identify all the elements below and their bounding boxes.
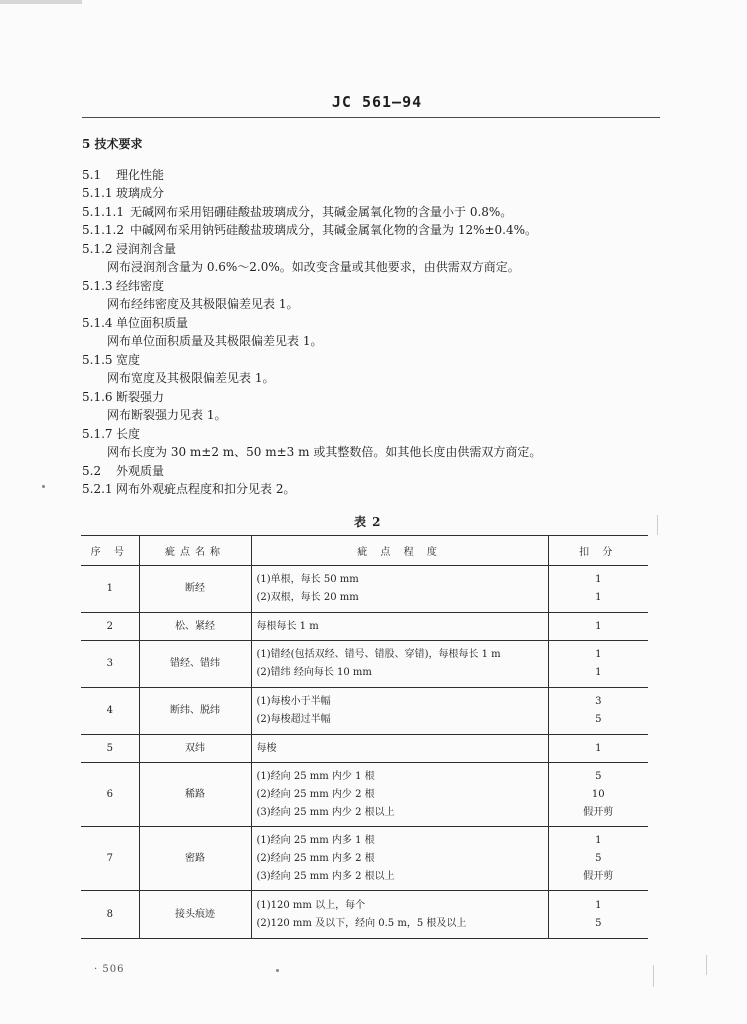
table-header-score: 扣 分 <box>548 536 648 566</box>
requirement-line: 5.2.1 网布外观疵点程度和扣分见表 2。 <box>82 482 296 496</box>
defect-degree-cell <box>251 891 548 939</box>
defect-degree-cell <box>251 735 548 763</box>
table-row <box>81 566 648 613</box>
defect-number: 6 <box>81 763 139 827</box>
page-number: · 506 <box>94 964 125 975</box>
defect-degree: (2)错纬 经向每长 10 mm <box>256 667 372 678</box>
defect-degree: (2)120 mm 及以下，经向 0.5 m，5 根及以上 <box>256 917 467 929</box>
defect-score: 1 <box>595 742 602 754</box>
defect-score: 5 <box>595 917 602 929</box>
defect-name: 松、紧经 <box>139 613 251 641</box>
defect-score: 5 <box>595 852 602 864</box>
score-cell <box>548 566 648 613</box>
document-header: JC 561—94 <box>331 93 423 111</box>
table-header-defect-degree: 疵 点 程 度 <box>251 536 548 566</box>
defect-degree: (1)120 mm 以上，每个 <box>256 899 366 911</box>
defect-score: 3 <box>595 696 602 707</box>
far-right-edge-scan-line <box>706 955 707 975</box>
defect-degree: (1)经向 25 mm 内多 1 根 <box>256 834 375 846</box>
defect-number: 7 <box>81 827 139 891</box>
scan-speck <box>276 969 279 972</box>
defect-number: 4 <box>81 688 139 735</box>
defect-degree-cell <box>251 763 548 827</box>
defect-score: 1 <box>595 834 602 846</box>
defect-degree: (2)每梭超过半幅 <box>256 714 331 725</box>
defect-degree-cell <box>251 641 548 688</box>
requirement-body: 网布经纬密度及其极限偏差见表 1。 <box>107 297 299 311</box>
defect-name: 密路 <box>139 827 251 891</box>
defect-score: 10 <box>591 788 605 800</box>
requirement-body: 网布断裂强力见表 1。 <box>107 408 227 422</box>
requirement-line: 5.1.6 断裂强力 <box>82 389 165 404</box>
defect-number: 3 <box>81 641 139 688</box>
defect-number: 5 <box>81 735 139 763</box>
score-cell <box>548 641 648 688</box>
defect-score: 1 <box>595 667 602 678</box>
requirement-line: 5.1.7 长度 <box>82 426 141 441</box>
requirement-body: 网布宽度及其极限偏差见表 1。 <box>107 371 275 385</box>
defect-score: 1 <box>595 620 602 632</box>
requirement-line: 5.1.1 玻璃成分 <box>82 186 165 200</box>
requirement-line: 5.1.1.2 中碱网布采用钠钙硅酸盐玻璃成分，其碱金属氧化物的含量为 12%±0.4%。 <box>82 223 538 237</box>
defect-number: 8 <box>81 891 139 939</box>
score-cell <box>548 763 648 827</box>
right-edge-scan-line-lower <box>653 965 654 987</box>
table-row <box>81 891 648 939</box>
requirement-line: 5.1.3 经纬密度 <box>82 278 165 293</box>
defect-name: 断纬、脱纬 <box>139 688 251 735</box>
defect-score: 5 <box>595 770 602 782</box>
score-cell <box>548 735 648 763</box>
defect-number: 1 <box>81 566 139 613</box>
scan-speck <box>42 485 45 488</box>
table-row <box>81 827 648 891</box>
defect-degree: (3)经向 25 mm 内少 2 根以上 <box>256 806 395 818</box>
defect-degree: (1)经向 25 mm 内少 1 根 <box>256 770 375 782</box>
section-title: 5 技术要求 <box>82 137 143 151</box>
defect-name: 错经、错纬 <box>139 641 251 688</box>
defect-score: 1 <box>595 649 602 660</box>
defect-degree: (2)双根，每长 20 mm <box>256 592 359 603</box>
requirement-line: 5.1.4 单位面积质量 <box>82 315 189 330</box>
defect-degree: 每梭 <box>256 742 277 754</box>
defect-score: 5 <box>595 714 602 725</box>
defect-degree: (1)单根，每长 50 mm <box>256 574 359 585</box>
requirement-line: 5.1.1.1 无碱网布采用铝硼硅酸盐玻璃成分，其碱金属氧化物的含量小于 0.8%。 <box>82 204 513 219</box>
requirement-line: 5.2 外观质量 <box>82 463 165 478</box>
defect-score: 1 <box>595 592 602 603</box>
defect-name: 断经 <box>139 566 251 613</box>
requirement-body: 网布长度为 30 m±2 m、50 m±3 m 或其整数倍。如其他长度由供需双方商定。 <box>107 445 542 459</box>
table-row <box>81 735 648 763</box>
requirement-line: 5.1.5 宽度 <box>82 352 141 367</box>
score-cell <box>548 827 648 891</box>
defect-degree-cell <box>251 688 548 735</box>
defect-name: 双纬 <box>139 735 251 763</box>
score-cell <box>548 891 648 939</box>
defect-score: 假开剪 <box>583 870 614 882</box>
defect-degree: (1)错经(包括双经、错号、错股、穿错)，每根每长 1 m <box>256 649 501 660</box>
defect-score: 假开剪 <box>583 806 614 818</box>
requirements-text <box>82 135 657 499</box>
right-edge-scan-line <box>657 515 658 535</box>
table-row <box>81 613 648 641</box>
requirement-line: 5.1.2 浸润剂含量 <box>82 241 177 256</box>
defect-degree: (3)经向 25 mm 内多 2 根以上 <box>256 870 395 882</box>
table-caption: 表 2 <box>354 515 382 529</box>
score-cell <box>548 613 648 641</box>
defect-degree: (2)经向 25 mm 内多 2 根 <box>256 852 375 864</box>
defect-degree-cell <box>251 827 548 891</box>
defect-number: 2 <box>81 613 139 641</box>
defect-degree-cell <box>251 613 548 641</box>
table-row <box>81 688 648 735</box>
score-cell <box>548 688 648 735</box>
defect-name: 稀路 <box>139 763 251 827</box>
table-row <box>81 763 648 827</box>
defect-degree-cell <box>251 566 548 613</box>
table-header-defect-name: 疵点名称 <box>139 536 251 566</box>
defect-name: 接头痕迹 <box>139 891 251 939</box>
table-header-row <box>81 536 648 566</box>
header-rule <box>82 117 660 118</box>
defect-score: 1 <box>595 899 602 911</box>
requirement-body: 网布单位面积质量及其极限偏差见表 1。 <box>107 334 323 348</box>
defect-degree: 每根每长 1 m <box>256 620 319 632</box>
requirement-body: 网布浸润剂含量为 0.6%～2.0%。如改变含量或其他要求，由供需双方商定。 <box>107 260 520 274</box>
top-scan-mark <box>0 0 82 4</box>
defect-score-table <box>81 535 648 939</box>
table-header-number: 序 号 <box>81 536 139 566</box>
defect-degree: (2)经向 25 mm 内少 2 根 <box>256 788 375 800</box>
requirement-line: 5.1 理化性能 <box>82 167 165 182</box>
defect-degree: (1)每梭小于半幅 <box>256 696 331 707</box>
table-row <box>81 641 648 688</box>
defect-score: 1 <box>595 574 602 585</box>
